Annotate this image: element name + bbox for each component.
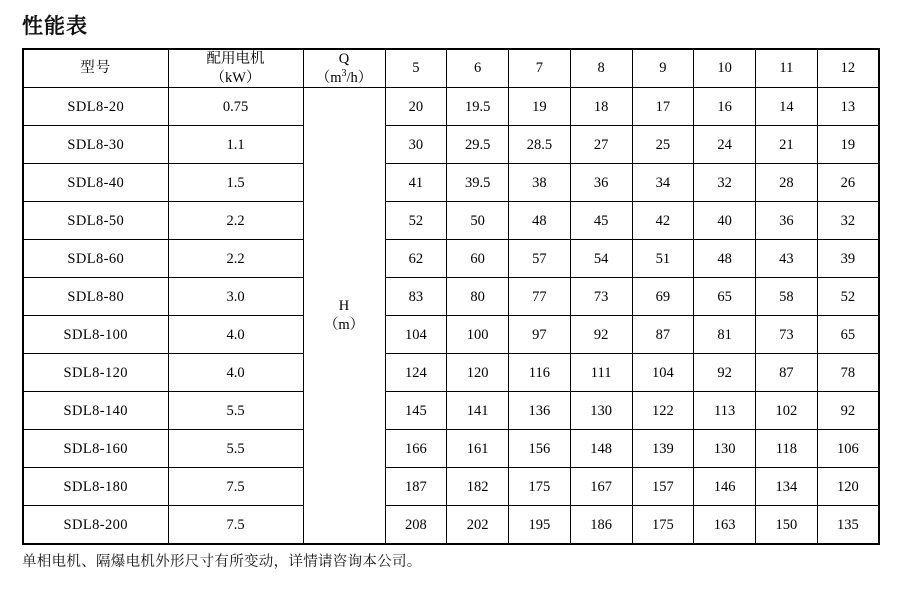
cell-model: SDL8-30 [23,126,168,164]
cell-head-6: 19.5 [447,88,509,126]
cell-head-11: 28 [756,164,818,202]
cell-head-8: 36 [570,164,632,202]
performance-table [22,48,880,545]
cell-head-6: 80 [447,278,509,316]
cell-head-10: 16 [694,88,756,126]
cell-head-10: 146 [694,468,756,506]
head-unit: （m） [323,316,365,333]
cell-head-5: 187 [385,468,447,506]
cell-head-6: 182 [447,468,509,506]
table-row [23,126,879,164]
cell-head-7: 97 [509,316,571,354]
cell-head-11: 87 [756,354,818,392]
cell-head-7: 48 [509,202,571,240]
cell-head-5: 166 [385,430,447,468]
cell-head-11: 150 [756,506,818,545]
cell-head-10: 40 [694,202,756,240]
cell-head-10: 92 [694,354,756,392]
flow-unit-exponent: 3 [341,68,347,80]
cell-head-5: 145 [385,392,447,430]
cell-model: SDL8-160 [23,430,168,468]
cell-head-10: 163 [694,506,756,545]
cell-head-12: 19 [817,126,879,164]
cell-head-12: 120 [817,468,879,506]
cell-head-5: 20 [385,88,447,126]
cell-head-7: 195 [509,506,571,545]
table-row [23,354,879,392]
cell-head-6: 120 [447,354,509,392]
cell-motor: 1.5 [168,164,303,202]
cell-motor: 5.5 [168,430,303,468]
table-row [23,392,879,430]
cell-head-11: 73 [756,316,818,354]
cell-motor: 4.0 [168,316,303,354]
table-header [23,49,879,88]
table-row [23,88,879,126]
cell-head-7: 57 [509,240,571,278]
cell-head-6: 29.5 [447,126,509,164]
cell-motor: 2.2 [168,240,303,278]
cell-head-5: 124 [385,354,447,392]
page-title: 性能表 [22,15,88,38]
cell-motor: 1.1 [168,126,303,164]
cell-head-8: 186 [570,506,632,545]
header-flow-6: 6 [447,49,509,88]
cell-head-8: 18 [570,88,632,126]
cell-head-12: 65 [817,316,879,354]
cell-head-6: 100 [447,316,509,354]
cell-head-7: 156 [509,430,571,468]
table-row [23,202,879,240]
cell-head-10: 130 [694,430,756,468]
table-row [23,240,879,278]
header-motor-line1: 配用电机 [206,51,265,68]
cell-head-10: 32 [694,164,756,202]
cell-motor: 4.0 [168,354,303,392]
table-row [23,468,879,506]
cell-head-11: 58 [756,278,818,316]
cell-model: SDL8-80 [23,278,168,316]
cell-head-8: 92 [570,316,632,354]
cell-head-8: 111 [570,354,632,392]
cell-head-8: 54 [570,240,632,278]
cell-motor: 0.75 [168,88,303,126]
cell-head-8: 27 [570,126,632,164]
cell-motor: 3.0 [168,278,303,316]
cell-model: SDL8-120 [23,354,168,392]
cell-head-8: 130 [570,392,632,430]
cell-head-9: 34 [632,164,694,202]
table-row [23,316,879,354]
cell-head-9: 104 [632,354,694,392]
flow-unit-prefix: （m [315,69,342,86]
cell-head-9: 139 [632,430,694,468]
cell-head-6: 202 [447,506,509,545]
performance-table-container [22,48,878,545]
cell-head-11: 14 [756,88,818,126]
cell-head-6: 50 [447,202,509,240]
cell-head-7: 19 [509,88,571,126]
header-flow-unit [304,68,385,87]
cell-model: SDL8-60 [23,240,168,278]
flow-unit-suffix: /h） [346,69,373,86]
header-model: 型号 [23,49,168,88]
cell-head-12: 39 [817,240,879,278]
header-motor-line2: （kW） [210,69,261,86]
table-footnote: 单相电机、隔爆电机外形尺寸有所变动，详情请咨询本公司。 [22,554,422,570]
header-flow-10: 10 [694,49,756,88]
cell-head-10: 48 [694,240,756,278]
cell-head-9: 17 [632,88,694,126]
cell-head-12: 13 [817,88,879,126]
cell-head-7: 77 [509,278,571,316]
header-flow-8: 8 [570,49,632,88]
cell-model: SDL8-50 [23,202,168,240]
cell-head-12: 26 [817,164,879,202]
cell-head-7: 116 [509,354,571,392]
cell-head-5: 62 [385,240,447,278]
cell-head-12: 32 [817,202,879,240]
table-header-row [23,49,879,88]
cell-head-5: 30 [385,126,447,164]
cell-model: SDL8-180 [23,468,168,506]
cell-head-11: 134 [756,468,818,506]
cell-model: SDL8-200 [23,506,168,545]
cell-head-5: 104 [385,316,447,354]
cell-model: SDL8-140 [23,392,168,430]
header-flow-7: 7 [509,49,571,88]
header-motor-power [168,49,303,88]
cell-head-8: 45 [570,202,632,240]
cell-motor: 7.5 [168,468,303,506]
cell-head-10: 65 [694,278,756,316]
header-flow-symbol: Q [338,51,350,67]
cell-head-6: 39.5 [447,164,509,202]
cell-head-9: 51 [632,240,694,278]
cell-head-7: 136 [509,392,571,430]
cell-head-8: 148 [570,430,632,468]
cell-head-5: 52 [385,202,447,240]
cell-head-6: 161 [447,430,509,468]
header-flow-rate [303,49,385,88]
table-row [23,430,879,468]
cell-model: SDL8-40 [23,164,168,202]
head-symbol: H [338,298,350,315]
cell-head-9: 25 [632,126,694,164]
cell-head-10: 24 [694,126,756,164]
cell-head-10: 81 [694,316,756,354]
cell-head-5: 208 [385,506,447,545]
cell-head-12: 52 [817,278,879,316]
cell-head-11: 118 [756,430,818,468]
table-row [23,164,879,202]
header-flow-12: 12 [817,49,879,88]
cell-head-12: 92 [817,392,879,430]
header-flow-9: 9 [632,49,694,88]
cell-head-9: 87 [632,316,694,354]
cell-head-11: 43 [756,240,818,278]
cell-head-7: 38 [509,164,571,202]
cell-head-8: 73 [570,278,632,316]
cell-head-7: 175 [509,468,571,506]
header-flow-11: 11 [756,49,818,88]
cell-head-9: 42 [632,202,694,240]
cell-motor: 2.2 [168,202,303,240]
cell-head-5: 83 [385,278,447,316]
cell-head-11: 21 [756,126,818,164]
cell-head-12: 78 [817,354,879,392]
cell-head-5: 41 [385,164,447,202]
cell-head-8: 167 [570,468,632,506]
cell-head-9: 122 [632,392,694,430]
cell-model: SDL8-100 [23,316,168,354]
cell-motor: 7.5 [168,506,303,545]
cell-head-11: 36 [756,202,818,240]
cell-head-9: 69 [632,278,694,316]
cell-model: SDL8-20 [23,88,168,126]
cell-head-9: 157 [632,468,694,506]
table-body [23,88,879,545]
cell-head-11: 102 [756,392,818,430]
cell-motor: 5.5 [168,392,303,430]
cell-head-7: 28.5 [509,126,571,164]
cell-head-12: 135 [817,506,879,545]
cell-head-12: 106 [817,430,879,468]
cell-head-label [303,88,385,545]
cell-head-6: 60 [447,240,509,278]
cell-head-9: 175 [632,506,694,545]
table-row [23,506,879,545]
table-row [23,278,879,316]
header-flow-5: 5 [385,49,447,88]
cell-head-6: 141 [447,392,509,430]
cell-head-10: 113 [694,392,756,430]
